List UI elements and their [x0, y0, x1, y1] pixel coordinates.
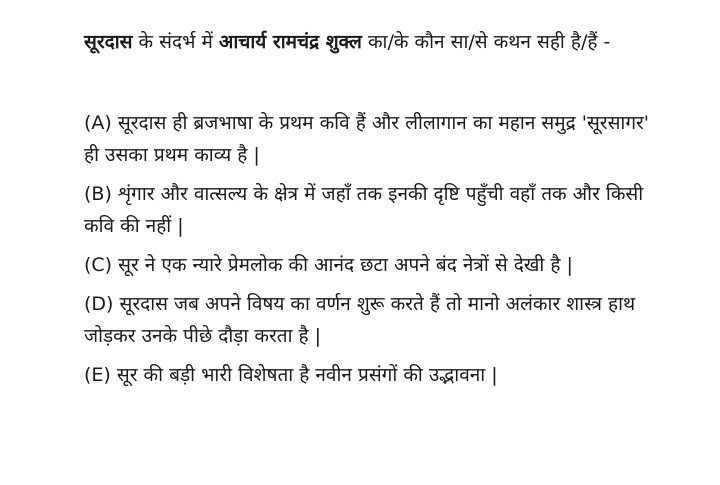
option-label: (D)	[84, 293, 114, 315]
question-bold-poet: सूरदास	[84, 31, 133, 53]
option-text: सूरदास ही ब्रजभाषा के प्रथम कवि हैं और लीलागान का महान समुद्र 'सूरसागर' ही उसका प्रथम काव्य है |	[84, 112, 650, 166]
option-c	[84, 249, 660, 281]
option-text: सूर ने एक न्यारे प्रेमलोक की आनंद छटा अपने बंद नेत्रों से देखी है |	[118, 254, 573, 276]
option-label: (E)	[84, 364, 111, 386]
option-text: सूरदास जब अपने विषय का वर्णन शुरू करते हैं तो मानो अलंकार शास्त्र हाथ जोड़कर उनके पीछे दौड़ा करता है |	[84, 293, 636, 347]
question-bold-critic: आचार्य रामचंद्र शुक्ल	[218, 31, 362, 53]
option-e	[84, 359, 660, 391]
option-label: (A)	[84, 112, 112, 134]
option-text: सूर की बड़ी भारी विशेषता है नवीन प्रसंगों की उद्भावना |	[116, 364, 498, 386]
question-text-1: के संदर्भ में	[132, 31, 219, 53]
option-d	[84, 288, 660, 352]
option-label: (C)	[84, 254, 113, 276]
question-text-2: का/के कौन सा/से कथन सही है/हैं -	[361, 31, 611, 53]
question-stem	[84, 26, 660, 59]
option-b	[84, 178, 660, 242]
option-a	[84, 107, 660, 171]
option-label: (B)	[84, 183, 112, 205]
option-text: शृंगार और वात्सल्य के क्षेत्र में जहाँ तक इनकी दृष्टि पहुँची वहाँ तक और किसी कवि की नहीं |	[84, 183, 644, 237]
